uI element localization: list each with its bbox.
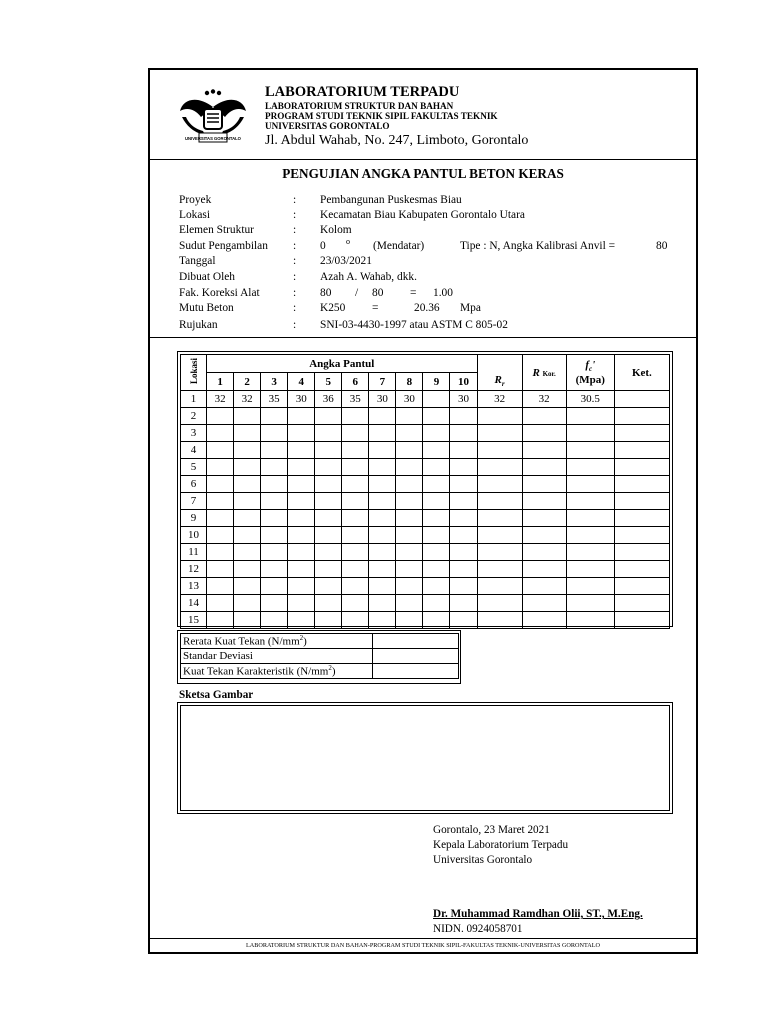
rr-cell xyxy=(477,561,522,578)
ket-cell xyxy=(614,425,669,442)
rkor-cell xyxy=(522,476,566,493)
signature-place-date: Gorontalo, 23 Maret 2021 xyxy=(433,824,550,836)
ket-cell xyxy=(614,442,669,459)
summary-table xyxy=(180,633,459,679)
sketch-label: Sketsa Gambar xyxy=(179,689,254,701)
table-row xyxy=(181,510,670,527)
reading-cell xyxy=(369,425,396,442)
table-row xyxy=(181,527,670,544)
reading-number-header: 6 xyxy=(342,373,369,391)
fc-cell: 30.5 xyxy=(566,391,614,408)
reading-cell xyxy=(396,442,423,459)
ket-cell xyxy=(614,561,669,578)
ket-cell xyxy=(614,408,669,425)
rkor-cell xyxy=(522,510,566,527)
rr-cell xyxy=(477,612,522,629)
reading-cell xyxy=(207,408,234,425)
reading-cell xyxy=(261,578,288,595)
reading-cell xyxy=(261,510,288,527)
reading-cell xyxy=(315,595,342,612)
rkor-cell xyxy=(522,527,566,544)
reading-cell xyxy=(423,391,450,408)
reading-cell xyxy=(288,459,315,476)
reading-cell xyxy=(234,510,261,527)
reading-cell xyxy=(315,561,342,578)
reading-cell xyxy=(396,493,423,510)
reading-cell xyxy=(261,544,288,561)
reading-cell xyxy=(288,476,315,493)
reading-cell xyxy=(450,612,477,629)
reading-cell xyxy=(450,476,477,493)
reading-cell xyxy=(342,442,369,459)
fc-cell xyxy=(566,476,614,493)
reading-cell xyxy=(234,425,261,442)
reading-cell: 32 xyxy=(207,391,234,408)
rkor-cell xyxy=(522,425,566,442)
rebound-table-frame xyxy=(177,351,673,627)
fc-cell xyxy=(566,595,614,612)
reading-cell: 30 xyxy=(288,391,315,408)
reading-cell xyxy=(234,595,261,612)
row-number: 10 xyxy=(181,527,207,544)
table-row xyxy=(181,578,670,595)
fc-cell xyxy=(566,561,614,578)
reading-cell xyxy=(261,595,288,612)
reading-cell xyxy=(342,510,369,527)
reading-cell xyxy=(450,578,477,595)
reading-cell xyxy=(261,459,288,476)
ket-cell xyxy=(614,578,669,595)
signature-name: Dr. Muhammad Ramdhan Olii, ST., M.Eng. xyxy=(433,908,643,920)
reading-cell xyxy=(423,408,450,425)
reading-cell xyxy=(369,561,396,578)
fc-cell xyxy=(566,510,614,527)
reading-cell xyxy=(369,408,396,425)
reading-number-header: 5 xyxy=(315,373,342,391)
reading-number-header: 4 xyxy=(288,373,315,391)
reading-cell xyxy=(369,510,396,527)
reading-cell xyxy=(261,442,288,459)
reading-cell xyxy=(450,408,477,425)
table-row xyxy=(181,459,670,476)
reading-cell: 35 xyxy=(261,391,288,408)
footer-divider xyxy=(150,938,696,939)
rkor-cell xyxy=(522,544,566,561)
reading-cell xyxy=(234,493,261,510)
ket-cell xyxy=(614,544,669,561)
reading-cell xyxy=(342,408,369,425)
ket-cell xyxy=(614,493,669,510)
fc-cell xyxy=(566,493,614,510)
reading-cell xyxy=(450,425,477,442)
logo-text: UNIVERSITAS GORONTALO xyxy=(185,136,241,141)
row-number: 2 xyxy=(181,408,207,425)
reading-cell: 35 xyxy=(342,391,369,408)
reading-cell xyxy=(207,425,234,442)
reading-cell xyxy=(396,425,423,442)
reading-cell xyxy=(396,595,423,612)
info-divider xyxy=(150,337,696,338)
table-row xyxy=(181,476,670,493)
reading-cell xyxy=(288,527,315,544)
stdev-value xyxy=(373,649,459,664)
row-number: 15 xyxy=(181,612,207,629)
reading-cell xyxy=(207,442,234,459)
reading-cell xyxy=(315,408,342,425)
reading-number-header: 2 xyxy=(234,373,261,391)
document-frame xyxy=(148,68,698,954)
reading-cell xyxy=(288,510,315,527)
table-row xyxy=(181,595,670,612)
reading-cell xyxy=(369,459,396,476)
table-row xyxy=(181,561,670,578)
fc-header: $f_c'$ (Mpa) xyxy=(566,355,614,391)
ket-cell xyxy=(614,459,669,476)
reading-number-header: 8 xyxy=(396,373,423,391)
reading-cell xyxy=(207,510,234,527)
row-number: 3 xyxy=(181,425,207,442)
reading-cell xyxy=(342,425,369,442)
reading-number-header: 7 xyxy=(369,373,396,391)
reading-cell xyxy=(315,578,342,595)
lab-title: LABORATORIUM TERPADU xyxy=(265,84,460,100)
sketch-box xyxy=(177,702,673,814)
reading-cell xyxy=(450,493,477,510)
reading-number-header: 1 xyxy=(207,373,234,391)
document-title: PENGUJIAN ANGKA PANTUL BETON KERAS xyxy=(282,166,564,181)
rr-cell xyxy=(477,442,522,459)
rkor-header: R Kor. xyxy=(522,355,566,391)
rkor-cell xyxy=(522,561,566,578)
ket-cell xyxy=(614,391,669,408)
reading-cell xyxy=(423,476,450,493)
reading-cell xyxy=(369,493,396,510)
reading-cell: 30 xyxy=(369,391,396,408)
reading-cell xyxy=(342,612,369,629)
summary-table-frame xyxy=(177,630,461,684)
reading-cell xyxy=(369,544,396,561)
reading-cell xyxy=(423,425,450,442)
rkor-cell xyxy=(522,442,566,459)
reading-cell xyxy=(342,476,369,493)
reading-cell xyxy=(369,595,396,612)
reading-cell xyxy=(288,578,315,595)
rr-cell xyxy=(477,493,522,510)
rkor-cell: 32 xyxy=(522,391,566,408)
reading-cell xyxy=(207,544,234,561)
reading-cell xyxy=(423,493,450,510)
reading-cell xyxy=(423,561,450,578)
rkor-cell xyxy=(522,459,566,476)
reading-cell xyxy=(450,442,477,459)
signature-nidn: NIDN. 0924058701 xyxy=(433,923,523,935)
reading-cell xyxy=(369,612,396,629)
reading-cell xyxy=(450,527,477,544)
reading-cell xyxy=(369,476,396,493)
reading-cell xyxy=(396,510,423,527)
reading-cell xyxy=(423,578,450,595)
summary-row-rerata: Rerata Kuat Tekan $(N/mm^2)$ xyxy=(181,634,459,649)
rkor-cell xyxy=(522,493,566,510)
reading-cell xyxy=(423,527,450,544)
rr-cell xyxy=(477,510,522,527)
reading-cell xyxy=(261,527,288,544)
reading-cell xyxy=(315,476,342,493)
rr-cell xyxy=(477,476,522,493)
reading-cell xyxy=(315,510,342,527)
reading-cell: 30 xyxy=(396,391,423,408)
rr-cell xyxy=(477,425,522,442)
reading-cell xyxy=(369,527,396,544)
reading-cell: 30 xyxy=(450,391,477,408)
reading-cell xyxy=(342,561,369,578)
info-block: Proyek : Pembangunan Puskesmas Biau Lokasi : Kecamatan Biau Kabupaten Gorontalo Utara Elemen Struktur : Kolom Sudut Pengambilan : 0 o (Mendatar) Tipe : N, Angka Kalibrasi Anvil = 80 Tanggal : 23/03/2021 Dibuat Oleh : Azah A. Wahab, dkk. Fak. Koreksi Alat : 80 / 80 = 1.00 Mutu Beton : K250 = 20.36 Mpa Rujukan : SNI-03-4430-1997 atau ASTM C 805-02 xyxy=(179,194,668,331)
reading-cell xyxy=(261,476,288,493)
reading-cell xyxy=(315,459,342,476)
reading-cell xyxy=(423,442,450,459)
table-row xyxy=(181,544,670,561)
row-number: 5 xyxy=(181,459,207,476)
row-number: 7 xyxy=(181,493,207,510)
rr-cell xyxy=(477,527,522,544)
reading-cell xyxy=(261,561,288,578)
reading-cell xyxy=(207,595,234,612)
reading-cell xyxy=(207,527,234,544)
reading-number-header: 9 xyxy=(423,373,450,391)
reading-cell xyxy=(234,544,261,561)
row-number: 1 xyxy=(181,391,207,408)
reading-cell xyxy=(396,612,423,629)
summary-row-karakteristik: Kuat Tekan Karakteristik $(N/mm^2)$ xyxy=(181,664,459,679)
reading-cell xyxy=(396,527,423,544)
reading-cell xyxy=(234,612,261,629)
rkor-cell xyxy=(522,408,566,425)
table-row xyxy=(181,493,670,510)
fc-cell xyxy=(566,544,614,561)
row-number: 13 xyxy=(181,578,207,595)
reading-cell xyxy=(315,493,342,510)
reading-cell xyxy=(342,493,369,510)
reading-cell: 32 xyxy=(234,391,261,408)
rerata-value xyxy=(373,634,459,649)
ket-header: Ket. xyxy=(614,355,669,391)
reading-cell xyxy=(234,476,261,493)
reading-cell xyxy=(342,527,369,544)
signature-position: Kepala Laboratorium Terpadu xyxy=(433,839,569,851)
reading-cell xyxy=(207,493,234,510)
reading-cell xyxy=(423,595,450,612)
reading-cell xyxy=(288,612,315,629)
reading-cell xyxy=(423,612,450,629)
rr-cell: 32 xyxy=(477,391,522,408)
reading-cell xyxy=(315,425,342,442)
rr-cell xyxy=(477,459,522,476)
lab-subtitle-3: UNIVERSITAS GORONTALO xyxy=(265,121,390,131)
reading-cell xyxy=(207,476,234,493)
summary-row-stdev: Standar Deviasi xyxy=(181,649,459,664)
reading-cell xyxy=(423,544,450,561)
rr-cell xyxy=(477,595,522,612)
reading-cell xyxy=(369,578,396,595)
ket-cell xyxy=(614,527,669,544)
reading-cell xyxy=(288,561,315,578)
fc-cell xyxy=(566,425,614,442)
rr-cell xyxy=(477,544,522,561)
reading-cell xyxy=(234,527,261,544)
fc-cell xyxy=(566,612,614,629)
reading-number-header: 10 xyxy=(450,373,477,391)
angka-pantul-header: Angka Pantul xyxy=(207,355,477,373)
reading-cell: 36 xyxy=(315,391,342,408)
row-number: 11 xyxy=(181,544,207,561)
rr-cell xyxy=(477,408,522,425)
reading-cell xyxy=(288,408,315,425)
row-number: 6 xyxy=(181,476,207,493)
reading-cell xyxy=(450,459,477,476)
fc-cell xyxy=(566,408,614,425)
row-number: 12 xyxy=(181,561,207,578)
reading-cell xyxy=(396,561,423,578)
reading-cell xyxy=(261,408,288,425)
reading-cell xyxy=(396,408,423,425)
fc-cell xyxy=(566,578,614,595)
karakteristik-value xyxy=(373,664,459,679)
reading-cell xyxy=(234,459,261,476)
reading-cell xyxy=(450,544,477,561)
reading-cell xyxy=(315,612,342,629)
table-row xyxy=(181,442,670,459)
rebound-table xyxy=(180,354,670,629)
reading-cell xyxy=(288,442,315,459)
reading-cell xyxy=(396,544,423,561)
reading-cell xyxy=(207,612,234,629)
row-number: 14 xyxy=(181,595,207,612)
rr-header-top xyxy=(477,355,522,373)
reading-cell xyxy=(207,561,234,578)
table-row xyxy=(181,612,670,629)
reading-cell xyxy=(342,459,369,476)
reading-cell xyxy=(261,612,288,629)
rkor-cell xyxy=(522,595,566,612)
rr-cell xyxy=(477,578,522,595)
reading-cell xyxy=(342,595,369,612)
reading-cell xyxy=(261,493,288,510)
fc-cell xyxy=(566,442,614,459)
university-logo xyxy=(177,87,249,149)
reading-cell xyxy=(261,425,288,442)
reading-cell xyxy=(234,578,261,595)
reading-cell xyxy=(369,442,396,459)
ket-cell xyxy=(614,595,669,612)
reading-cell xyxy=(288,595,315,612)
ket-cell xyxy=(614,612,669,629)
ket-cell xyxy=(614,476,669,493)
reading-cell xyxy=(396,476,423,493)
reading-cell xyxy=(234,442,261,459)
rr-header: $R_r$ xyxy=(477,373,522,391)
rkor-cell xyxy=(522,578,566,595)
row-number: 4 xyxy=(181,442,207,459)
reading-cell xyxy=(423,510,450,527)
ket-cell xyxy=(614,510,669,527)
fc-cell xyxy=(566,459,614,476)
reading-cell xyxy=(342,544,369,561)
reading-cell xyxy=(315,527,342,544)
signature-institution: Universitas Gorontalo xyxy=(433,854,533,866)
reading-number-header: 3 xyxy=(261,373,288,391)
row-number: 9 xyxy=(181,510,207,527)
reading-cell xyxy=(342,578,369,595)
header-divider xyxy=(150,159,696,160)
reading-cell xyxy=(207,459,234,476)
reading-cell xyxy=(396,459,423,476)
lokasi-header: Lokasi xyxy=(181,355,207,391)
reading-cell xyxy=(234,408,261,425)
reading-cell xyxy=(450,510,477,527)
reading-cell xyxy=(315,544,342,561)
footer-text: LABORATORIUM STRUKTUR DAN BAHAN-PROGRAM STUDI TEKNIK SIPIL-FAKULTAS TEKNIK-UNIVERSITAS GORONTALO xyxy=(246,942,600,949)
lab-subtitle-1: LABORATORIUM STRUKTUR DAN BAHAN xyxy=(265,101,454,111)
reading-cell xyxy=(288,544,315,561)
rkor-cell xyxy=(522,612,566,629)
reading-cell xyxy=(207,578,234,595)
lab-subtitle-2: PROGRAM STUDI TEKNIK SIPIL FAKULTAS TEKNIK xyxy=(265,111,498,121)
reading-cell xyxy=(315,442,342,459)
reading-cell xyxy=(288,493,315,510)
table-row xyxy=(181,391,670,408)
reading-cell xyxy=(450,561,477,578)
reading-cell xyxy=(423,459,450,476)
reading-cell xyxy=(234,561,261,578)
fc-cell xyxy=(566,527,614,544)
reading-cell xyxy=(450,595,477,612)
lab-address: Jl. Abdul Wahab, No. 247, Limboto, Gorontalo xyxy=(265,133,529,148)
table-row xyxy=(181,408,670,425)
reading-cell xyxy=(396,578,423,595)
reading-cell xyxy=(288,425,315,442)
table-row xyxy=(181,425,670,442)
